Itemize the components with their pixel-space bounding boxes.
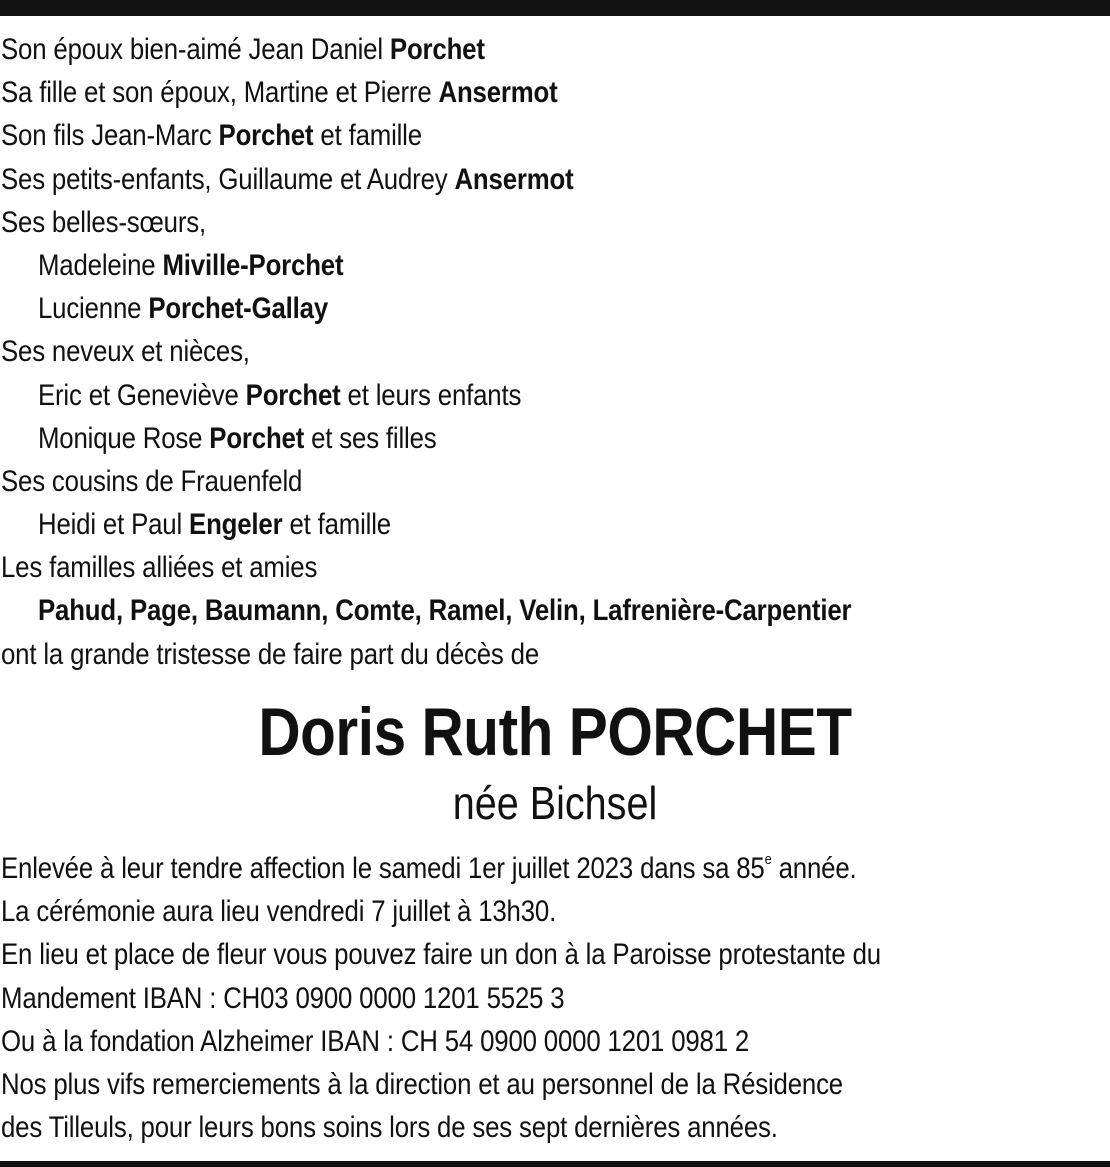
family-surname: Pahud, Page, Baumann, Comte, Ramel, Velin, Lafrenière-Carpentier bbox=[37, 594, 852, 628]
family-surname: Engeler bbox=[189, 508, 283, 542]
notice-line-iban-parish: Mandement IBAN : CH03 0900 0000 1201 5525 3 bbox=[1, 981, 565, 1015]
ordinal-suffix: e bbox=[764, 851, 772, 868]
family-line bbox=[1, 546, 954, 589]
family-line bbox=[1, 330, 954, 373]
bottom-rule bbox=[0, 1161, 1110, 1167]
notice-line-ceremony: La cérémonie aura lieu vendredi 7 juillet à 13h30. bbox=[1, 895, 557, 929]
maiden-name: née Bichsel bbox=[452, 777, 658, 829]
family-text: Ses belles-sœurs, bbox=[1, 205, 206, 239]
family-text: Ses neveux et nièces, bbox=[1, 335, 250, 369]
notice-line-iban-alzheimer: Ou à la fondation Alzheimer IBAN : CH 54 0900 0000 1201 0981 2 bbox=[1, 1024, 750, 1058]
notice-line-donation: En lieu et place de fleur vous pouvez faire un don à la Paroisse protestante du bbox=[1, 938, 881, 972]
family-surname: Porchet bbox=[218, 119, 314, 153]
family-surname: Ansermot bbox=[454, 162, 574, 196]
family-surname: Porchet bbox=[389, 33, 485, 66]
departure-text-end: année. bbox=[771, 852, 857, 885]
family-text: Son fils Jean-Marc bbox=[1, 119, 219, 153]
notice-line-thanks-end: des Tilleuls, pour leurs bons soins lors de ses sept dernières années. bbox=[1, 1111, 778, 1145]
family-line bbox=[1, 287, 954, 330]
family-line bbox=[1, 28, 954, 71]
family-surname: Porchet bbox=[209, 421, 305, 455]
family-text: Ses petits-enfants, Guillaume et Audrey bbox=[1, 162, 455, 196]
notice-body bbox=[1, 847, 1109, 1149]
family-line bbox=[1, 633, 954, 676]
family-text: et ses filles bbox=[304, 421, 437, 455]
family-text: et famille bbox=[313, 119, 422, 153]
family-surname: Porchet bbox=[245, 378, 341, 412]
family-line bbox=[1, 589, 954, 632]
family-text: Les familles alliées et amies bbox=[1, 551, 318, 585]
family-line bbox=[1, 244, 954, 287]
family-text: Ses cousins de Frauenfeld bbox=[1, 464, 303, 498]
family-text: Madeleine bbox=[37, 248, 163, 282]
family-surname: Ansermot bbox=[438, 76, 558, 110]
family-surname: Miville-Porchet bbox=[162, 248, 344, 282]
deceased-name: Doris Ruth PORCHET bbox=[258, 694, 852, 770]
family-line bbox=[1, 503, 954, 546]
family-line bbox=[1, 114, 954, 157]
family-text: Eric et Geneviève bbox=[37, 378, 246, 412]
notice-line-thanks: Nos plus vifs remerciements à la direction et au personnel de la Résidence bbox=[1, 1067, 843, 1101]
family-line bbox=[1, 201, 954, 244]
family-line bbox=[1, 71, 954, 114]
family-line bbox=[1, 460, 954, 503]
departure-text: Enlevée à leur tendre affection le samedi 1er juillet 2023 dans sa 85 bbox=[1, 852, 765, 885]
top-rule bbox=[0, 0, 1110, 16]
family-line bbox=[1, 374, 954, 417]
family-text: Lucienne bbox=[37, 292, 149, 326]
family-line bbox=[1, 158, 954, 201]
family-text: ont la grande tristesse de faire part du décès de bbox=[1, 637, 540, 671]
family-text: Sa fille et son époux, Martine et Pierre bbox=[1, 76, 439, 110]
family-text: Monique Rose bbox=[37, 421, 210, 455]
family-text: Heidi et Paul bbox=[37, 508, 190, 542]
family-text: Son époux bien-aimé Jean Daniel bbox=[1, 33, 390, 66]
family-text: et famille bbox=[282, 508, 391, 542]
family-text: et leurs enfants bbox=[340, 378, 522, 412]
deceased-block bbox=[1, 676, 1109, 866]
family-surname: Porchet-Gallay bbox=[148, 292, 329, 326]
family-line bbox=[1, 417, 954, 460]
family-list bbox=[1, 28, 1109, 676]
